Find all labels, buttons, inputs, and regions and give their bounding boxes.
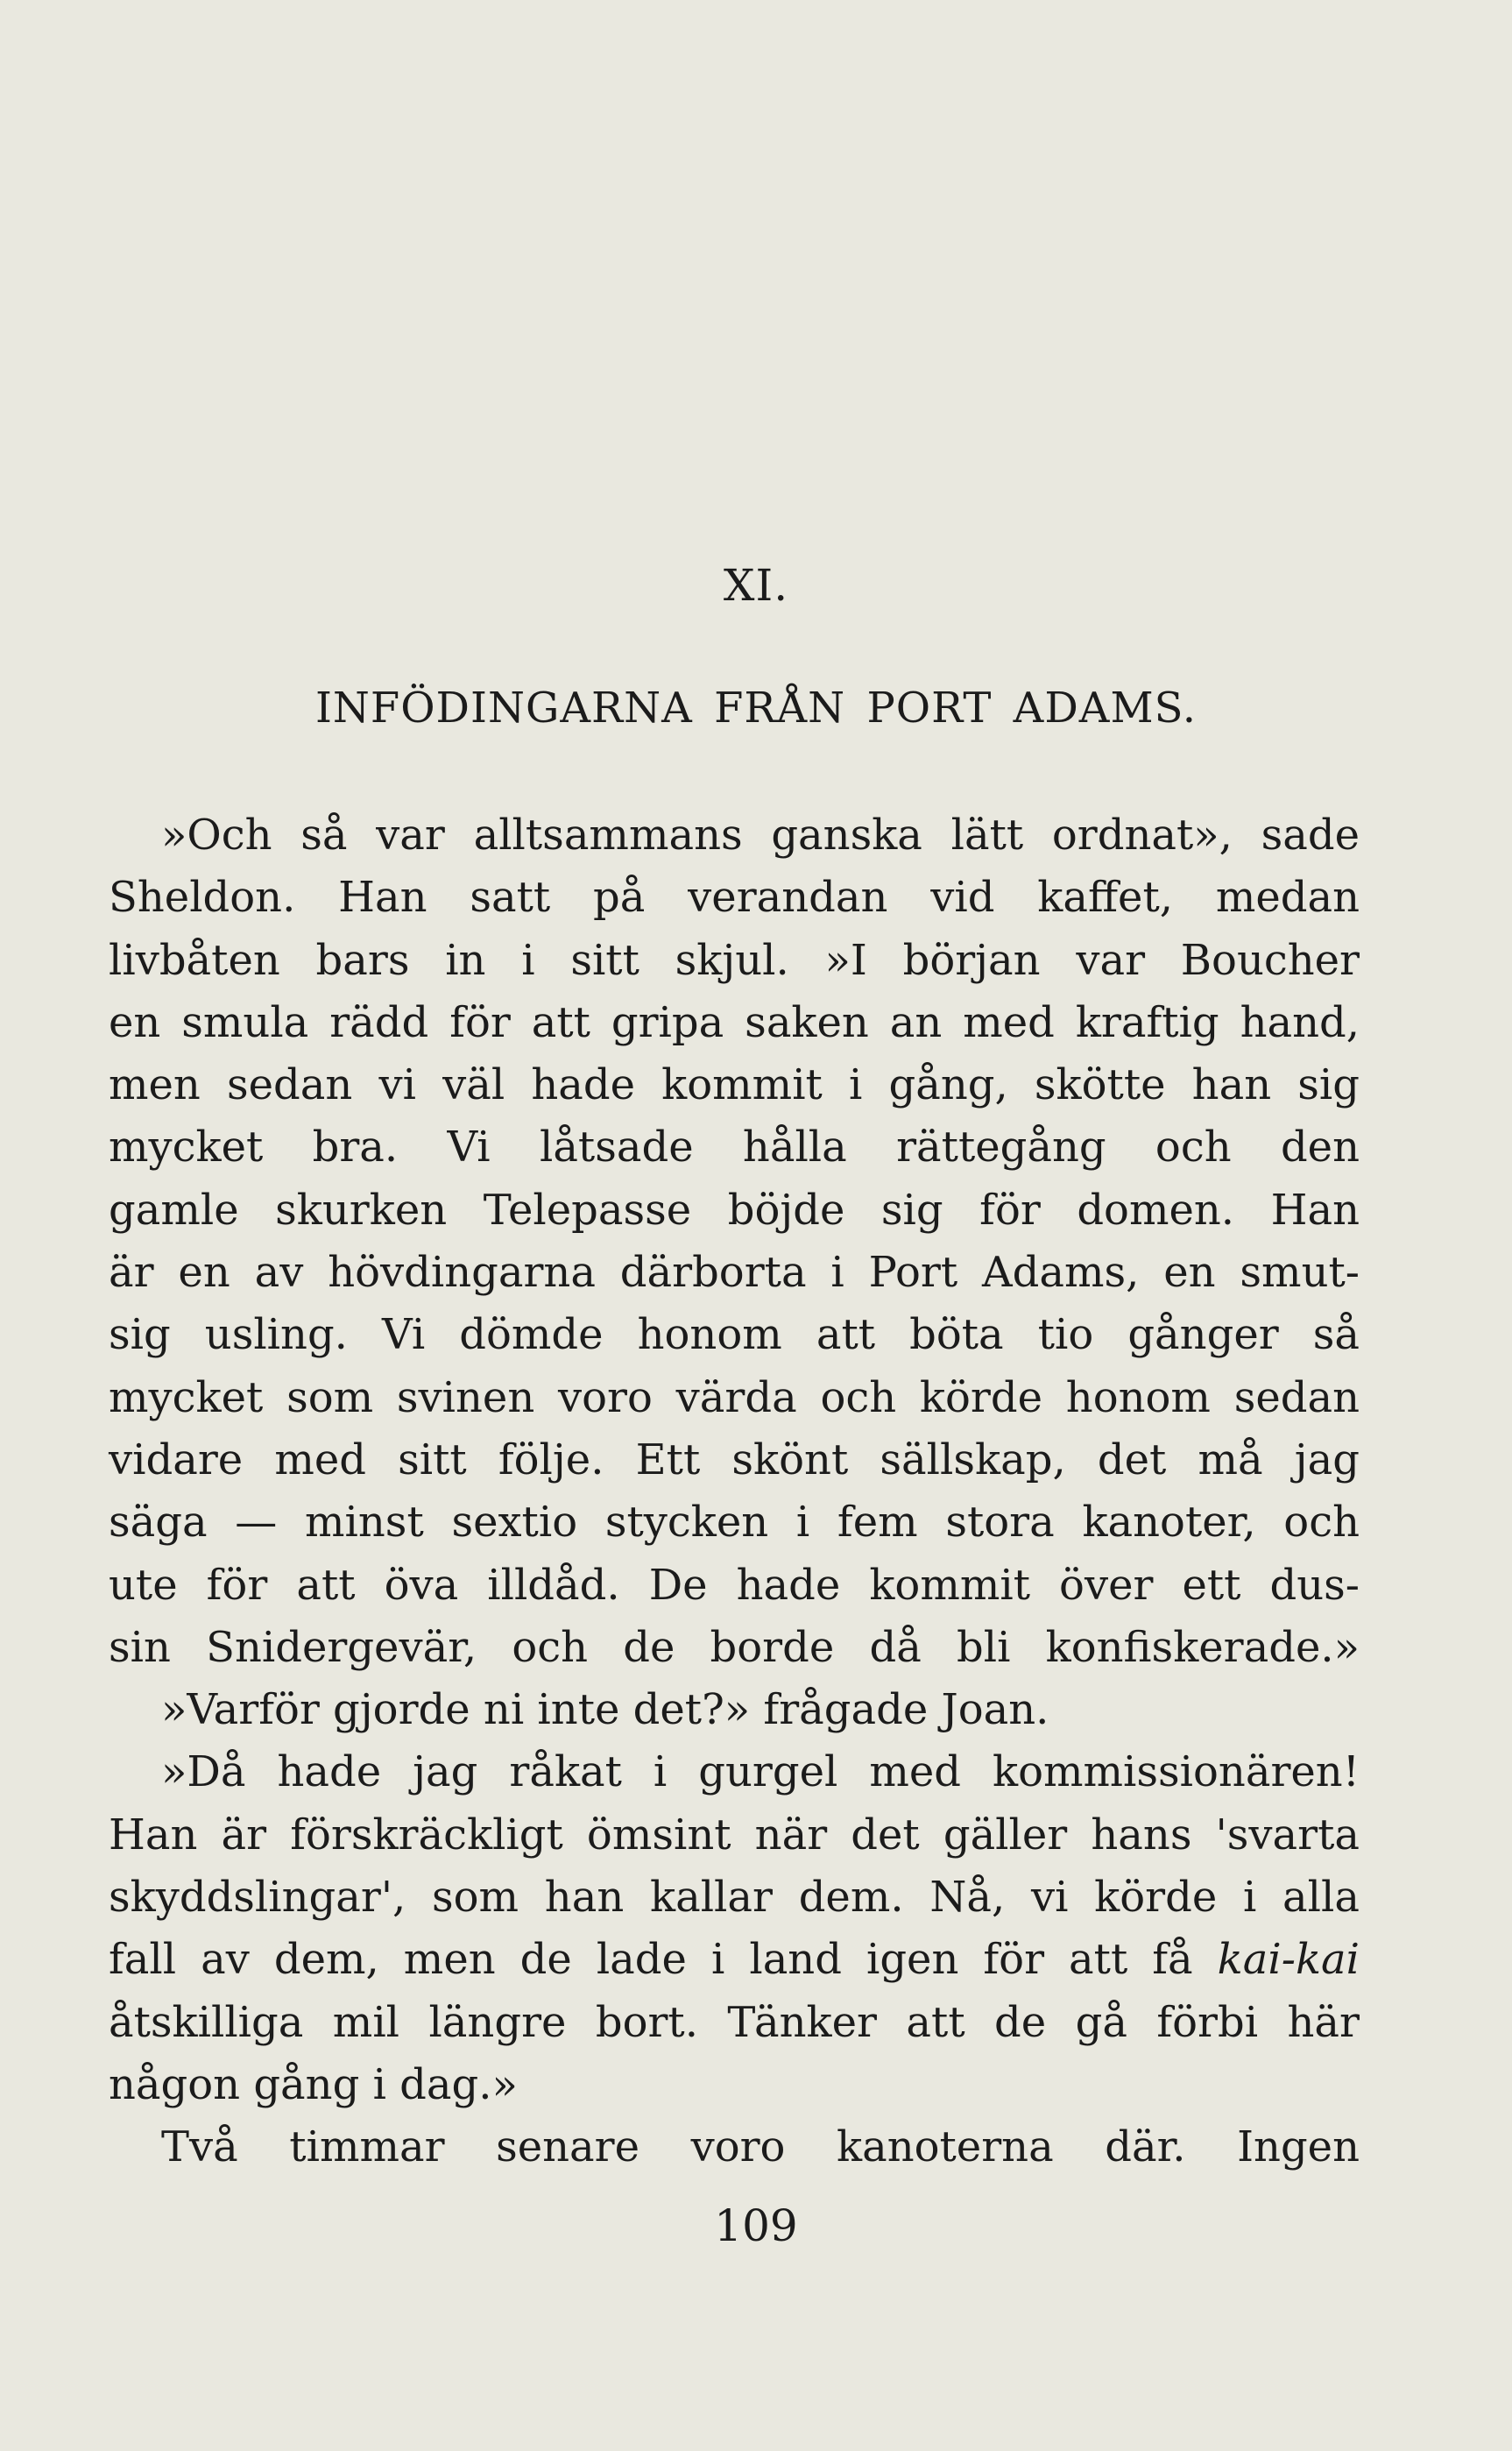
text-line: säga — minst sextio stycken i fem stora kanoter, och — [109, 1498, 1360, 1548]
text-line: åtskilliga mil längre bort. Tänker att de gå förbi här — [109, 1997, 1360, 2047]
text-line: fall av dem, men de lade i land igen för att få kai-kai — [109, 1935, 1360, 1985]
chapter-number: XI. — [723, 560, 789, 611]
chapter-title: INFÖDINGARNA FRÅN PORT ADAMS. — [314, 684, 1198, 733]
text-line: Två timmar senare voro kanoterna där. Ingen — [161, 2122, 1360, 2172]
text-line: vidare med sitt följe. Ett skönt sällskap, det må jag — [109, 1434, 1360, 1484]
text-line: mycket som svinen voro värda och körde honom sedan — [109, 1372, 1360, 1422]
text-line: gamle skurken Telepasse böjde sig för domen. Han — [109, 1185, 1360, 1235]
text-line: Sheldon. Han satt på verandan vid kaffet, medan — [109, 873, 1360, 923]
text-line: »Varför gjorde ni inte det?» frågade Joan. — [161, 1685, 1049, 1735]
text-line: ute för att öva illdåd. De hade kommit över ett dus- — [109, 1560, 1360, 1610]
text-line: mycket bra. Vi låtsade hålla rättegång och den — [109, 1123, 1360, 1172]
text-line: skyddslingar', som han kallar dem. Nå, vi körde i alla — [109, 1873, 1360, 1923]
text-line: Han är förskräckligt ömsint när det gäller hans 'svarta — [109, 1810, 1360, 1860]
text-line: är en av hövdingarna därborta i Port Adams, en smut- — [109, 1248, 1360, 1298]
text-line: men sedan vi väl hade kommit i gång, skötte han sig — [109, 1060, 1360, 1110]
page-number: 109 — [714, 2200, 798, 2251]
text-line: »Och så var alltsammans ganska lätt ordnat», sade — [161, 811, 1360, 860]
text-line: en smula rädd för att gripa saken an med kraftig hand, — [109, 997, 1360, 1047]
text-line: »Då hade jag råkat i gurgel med kommissionären! — [161, 1747, 1360, 1797]
emphasis-text: kai-kai — [1217, 1935, 1360, 1985]
text-line: sin Snidergevär, och de borde då bli konfiskerade.» — [109, 1622, 1360, 1672]
text-line: sig usling. Vi dömde honom att böta tio gånger så — [109, 1310, 1360, 1360]
text-line: livbåten bars in i sitt skjul. »I början var Boucher — [109, 935, 1360, 985]
text-line: någon gång i dag.» — [109, 2059, 518, 2109]
body-text — [109, 804, 1360, 2179]
